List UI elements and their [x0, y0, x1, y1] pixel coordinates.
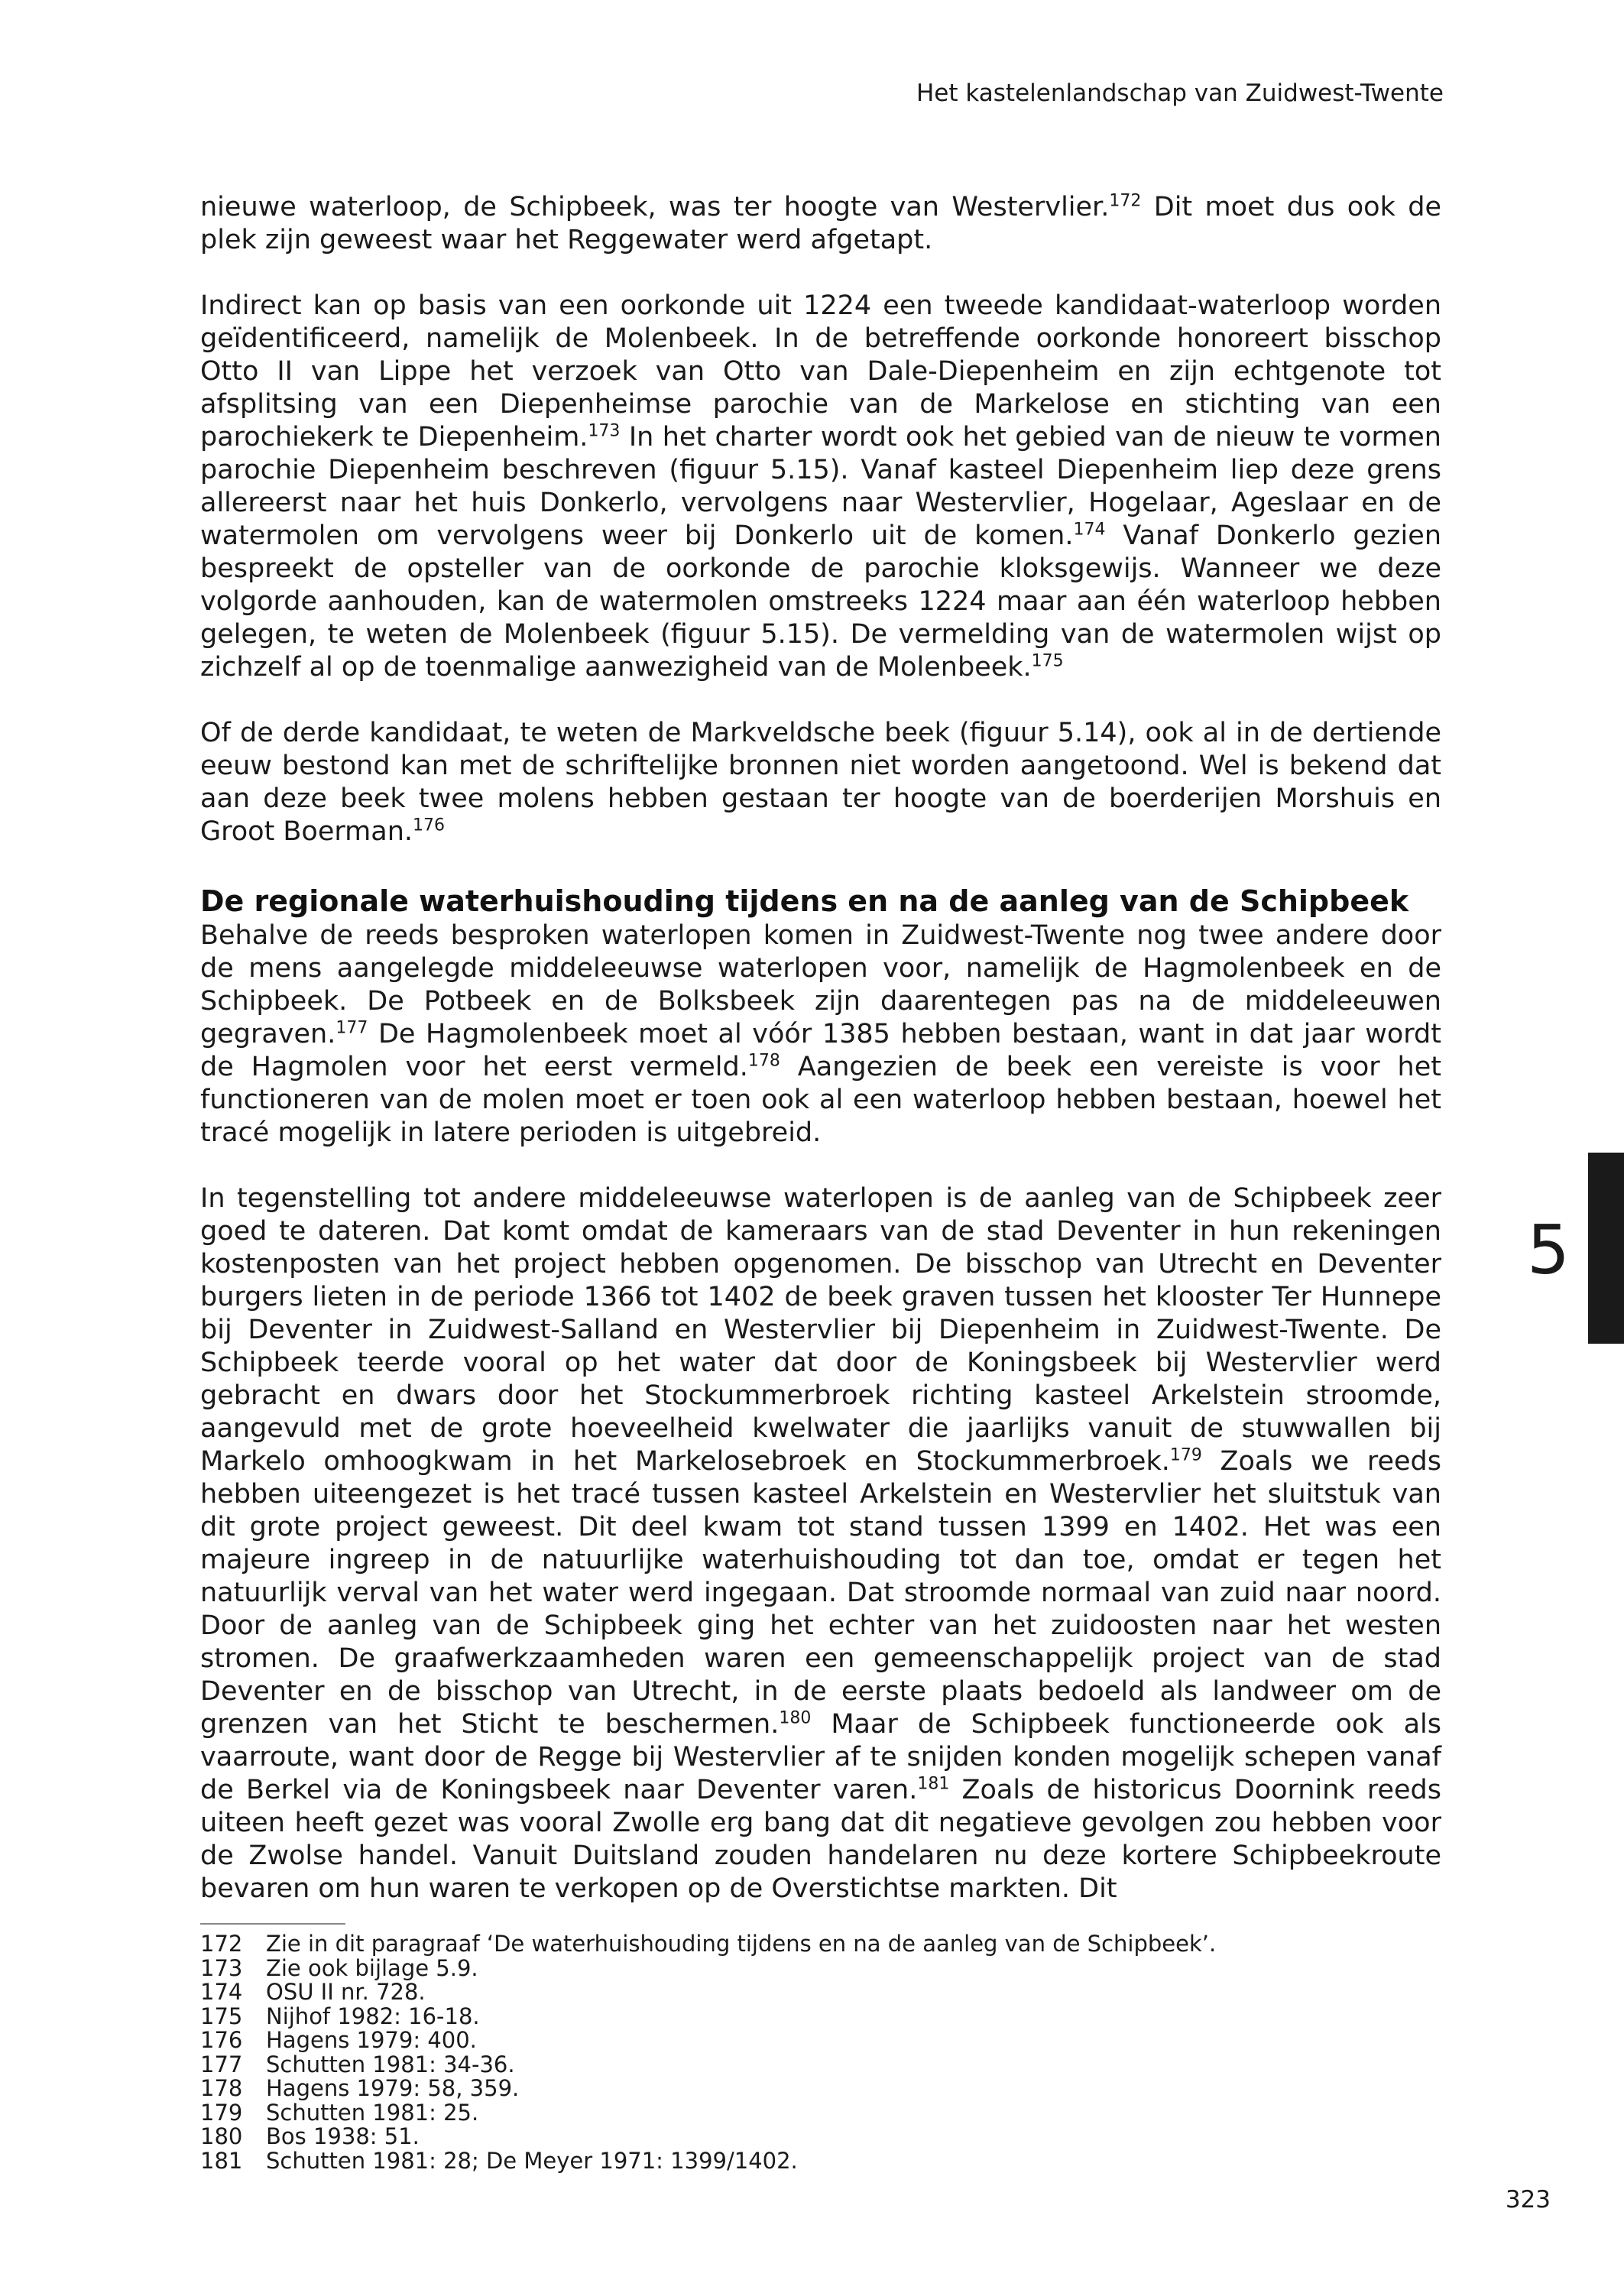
footnote-text: Hagens 1979: 58, 359.	[266, 2075, 520, 2101]
text-run: Of de derde kandidaat, te weten de Markveldsche beek (figuur 5.14), ook al in de dertiende eeuw bestond kan met de schriftelijke bronnen niet worden aangetoond. Wel is bekend dat aan deze beek twee molens hebben gestaan ter hoogte van de boerderijen Morshuis en Groot Boerman.	[200, 718, 1441, 847]
footnote-ref: 175	[1031, 651, 1064, 671]
footnote-ref: 177	[335, 1018, 368, 1038]
section-heading: De regionale waterhuishouding tijdens en na de aanleg van de Schipbeek	[200, 884, 1409, 918]
paragraph	[200, 191, 1441, 257]
paragraph	[200, 290, 1441, 684]
footnote-text: Zie ook bijlage 5.9.	[266, 1954, 478, 1981]
chapter-tab	[1588, 1153, 1624, 1344]
text-run: Zoals de historicus Doornink reeds uiteen heeft gezet was vooral Zwolle erg bang dat dit negatieve gevolgen zou hebben voor de Zwolse handel. Vanuit Duitsland zouden handelaren nu deze kortere Schipbeekroute bevaren om hun waren te verkopen op de Overstichtse markten. Dit	[200, 1775, 1442, 1904]
footnote	[200, 2125, 1347, 2149]
footnote-ref: 181	[917, 1774, 950, 1794]
text-run: Dit moet dus ook de plek zijn geweest waar het Reggewater werd afgetapt.	[200, 192, 1441, 255]
text-run: De Hagmolenbeek moet al vóór 1385 hebben bestaan, want in dat jaar wordt de Hagmolen voor het eerst vermeld.	[200, 1019, 1441, 1082]
footnote	[200, 2005, 1347, 2029]
footnote	[200, 2149, 1347, 2174]
footnote-number: 175	[200, 2003, 243, 2029]
footnote-ref: 178	[747, 1051, 780, 1071]
footnote-ref: 174	[1073, 520, 1106, 540]
footnote	[200, 2101, 1347, 2126]
footnote-ref: 173	[588, 421, 621, 441]
text-run: nieuwe waterloop, de Schipbeek, was ter hoogte van Westervlier.	[200, 192, 1110, 222]
footnote-text: OSU II nr. 728.	[266, 1979, 426, 2005]
footnote-number: 181	[200, 2147, 243, 2174]
footnote-number: 179	[200, 2099, 243, 2126]
footnote-number: 172	[200, 1931, 243, 1957]
footnote-ref: 180	[779, 1708, 812, 1728]
footnote	[200, 1980, 1347, 2005]
footnote-text: Schutten 1981: 25.	[266, 2099, 479, 2126]
page-number: 323	[1505, 2186, 1551, 2214]
footnote-number: 180	[200, 2123, 243, 2149]
text-run: In het charter wordt ook het gebied van de nieuw te vormen parochie Diepenheim beschreven (figuur 5.15). Vanaf kasteel Diepenheim liep deze grens allereerst naar het huis Donkerlo, vervolgens naar Westervlier, Hogelaar, Ageslaar en de watermolen om vervolgens weer bij Donkerlo uit de komen.	[200, 422, 1441, 551]
text-run: Maar de Schipbeek functioneerde ook als vaarroute, want door de Regge bij Westervlier af te snijden konden mogelijk schepen vanaf de Berkel via de Koningsbeek naar Deventer varen.	[200, 1709, 1441, 1805]
footnote-rule	[200, 1923, 345, 1925]
footnote-ref: 172	[1109, 191, 1142, 211]
paragraph	[200, 1182, 1441, 1905]
text-run: In tegenstelling tot andere middeleeuwse waterlopen is de aanleg van de Schipbeek zeer goed te dateren. Dat komt omdat de kameraars van de stad Deventer in hun rekeningen kostenposten van het project hebben opgenomen. De bisschop van Utrecht en Deventer burgers lieten in de periode 1366 tot 1402 de beek graven tussen het klooster Ter Hunnepe bij Deventer in Zuidwest-Salland en Westervlier bij Diepenheim in Zuidwest-Twente. De Schipbeek teerde vooral op het water dat door de Koningsbeek bij Westervlier werd gebracht en dwars door het Stockummerbroek richting kasteel Arkelstein stroomde, aangevuld met de grote hoeveelheid kwelwater die jaarlijks vanuit de stuwwallen bij Markelo omhoogkwam in het Markelosebroek en Stockummerbroek.	[200, 1183, 1441, 1477]
footnote-number: 178	[200, 2075, 243, 2101]
body-text	[200, 191, 1441, 1938]
footnote-text: Zie in dit paragraaf ‘De waterhuishouding tijdens en na de aanleg van de Schipbeek’.	[266, 1931, 1217, 1957]
text-run: Behalve de reeds besproken waterlopen komen in Zuidwest-Twente nog twee andere door de mens aangelegde middeleeuwse waterlopen voor, namelijk de Hagmolenbeek en de Schipbeek. De Potbeek en de Bolksbeek zijn daarentegen pas na de middeleeuwen gegraven.	[200, 920, 1441, 1049]
footnote-number: 173	[200, 1954, 243, 1981]
footnote	[200, 1954, 1347, 1981]
chapter-number: 5	[1527, 1211, 1570, 1289]
paragraph	[200, 919, 1441, 1150]
running-head: Het kastelenlandschap van Zuidwest-Twente	[916, 79, 1444, 107]
footnote-number: 174	[200, 1979, 243, 2005]
text-run: Indirect kan op basis van een oorkonde uit 1224 een tweede kandidaat-waterloop worden geïdentificeerd, namelijk de Molenbeek. In de betreffende oorkonde honoreert bisschop Otto II van Lippe het verzoek van Otto van Dale-Diepenheim en zijn echtgenote tot afsplitsing van een Diepenheimse parochie van de Markelose en stichting van een parochiekerk te Diepenheim.	[200, 290, 1441, 452]
paragraph	[200, 717, 1441, 848]
footnotes	[200, 1932, 1347, 2173]
footnote	[200, 2053, 1347, 2077]
text-run: Aangezien de beek een vereiste is voor het functioneren van de molen moet er toen ook al een waterloop hebben bestaan, hoewel het tracé mogelijk in latere perioden is uitgebreid.	[200, 1052, 1441, 1148]
footnote-text: Bos 1938: 51.	[266, 2123, 420, 2149]
footnote	[200, 2029, 1347, 2053]
footnote-text: Hagens 1979: 400.	[266, 2027, 477, 2053]
footnote-number: 177	[200, 2051, 243, 2077]
footnote-ref: 179	[1169, 1445, 1202, 1465]
footnote-ref: 176	[413, 816, 446, 835]
text-run: Zoals we reeds hebben uiteengezet is het tracé tussen kasteel Arkelstein en Westervlier het sluitstuk van dit grote project geweest. Dit deel kwam tot stand tussen 1399 en 1402. Het was een majeure ingreep in de natuurlijke waterhuishouding tot dan toe, omdat er tegen het natuurlijk verval van het water werd ingegaan. Dat stroomde normaal van zuid naar noord. Door de aanleg van de Schipbeek ging het echter van het zuidoosten naar het westen stromen. De graafwerkzaamheden waren een gemeenschappelijk project van de stad Deventer en de bisschop van Utrecht, in de eerste plaats bedoeld als landweer om de grenzen van het Sticht te beschermen.	[200, 1446, 1441, 1740]
footnote	[200, 1932, 1347, 1957]
text-run: Vanaf Donkerlo gezien bespreekt de opsteller van de oorkonde de parochie kloksgewijs. Wanneer we deze volgorde aanhouden, kan de watermolen omstreeks 1224 maar aan één waterloop hebben gelegen, te weten de Molenbeek (figuur 5.15). De vermelding van de watermolen wijst op zichzelf al op de toenmalige aanwezigheid van de Molenbeek.	[200, 521, 1441, 683]
footnote-number: 176	[200, 2027, 243, 2053]
footnote-text: Nijhof 1982: 16-18.	[266, 2003, 480, 2029]
footnote-text: Schutten 1981: 34-36.	[266, 2051, 515, 2077]
footnote	[200, 2077, 1347, 2101]
footnote-text: Schutten 1981: 28; De Meyer 1971: 1399/1402.	[266, 2147, 798, 2174]
